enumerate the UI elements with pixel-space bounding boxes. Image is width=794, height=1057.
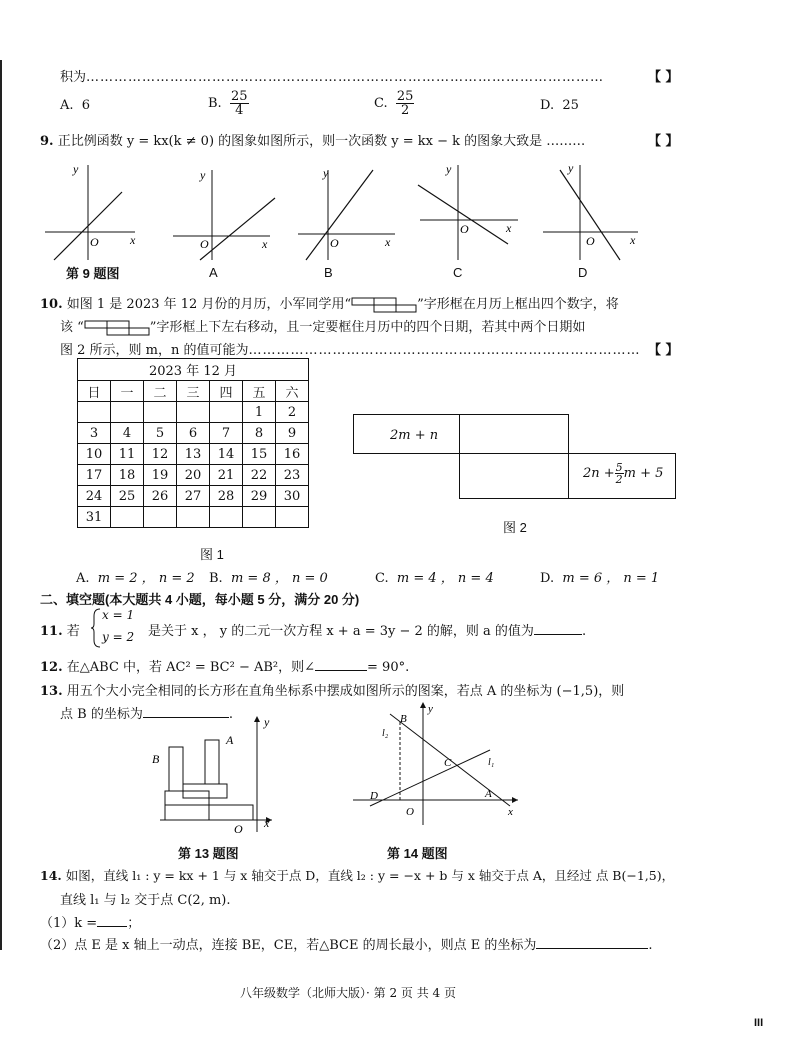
calendar-cell: 21 [210, 465, 243, 486]
q9-g0-y-label: y [73, 162, 79, 176]
q9-ga-y-label: y [200, 168, 206, 182]
section-2-title: 二、填空题(本大题共 4 小题，每小题 5 分，满分 20 分) [40, 592, 360, 607]
q9-gb-y-label: y [323, 166, 329, 180]
q10-line1: 10. 如图 1 是 2023 年 12 月份的月历，小军同学用“ ”字形框在月历上框出四个数字，将 [40, 297, 619, 312]
q9-gc-y-label: y [446, 162, 452, 176]
q8-option-a: A. 6 [60, 98, 91, 113]
calendar-header: 日 [78, 381, 111, 402]
q9-graphs [40, 160, 700, 280]
q10-bracket: 【 】 [648, 343, 679, 358]
q11-text: 是关于 x ， y 的二元一次方程 x + a = 3y − 2 的解，则 a 的值为 . [148, 624, 587, 639]
q13-label-x: x [264, 816, 270, 830]
calendar-cell [276, 507, 309, 528]
q14-label-d: D [370, 790, 378, 802]
q10-frame-icon [351, 297, 417, 313]
q9-graph-reference [45, 162, 136, 260]
calendar-cell: 14 [210, 444, 243, 465]
q10-fig2-box1 [353, 414, 460, 454]
calendar-cell [144, 507, 177, 528]
calendar-header: 四 [210, 381, 243, 402]
calendar-cell: 19 [144, 465, 177, 486]
calendar-cell: 9 [276, 423, 309, 444]
calendar-cell [111, 507, 144, 528]
q10-fig2-cell1: 2m + n [390, 428, 439, 443]
q11-eq2: y = 2 [102, 630, 135, 644]
calendar-cell: 22 [243, 465, 276, 486]
q10-option-a: A. m = 2 ， n = 2 [76, 571, 195, 586]
calendar-cell: 8 [243, 423, 276, 444]
q9-caption-b: B [324, 265, 333, 280]
q9-graph-c [418, 162, 518, 260]
calendar-cell: 17 [78, 465, 111, 486]
calendar-header: 二 [144, 381, 177, 402]
q14-figure [348, 700, 528, 830]
calendar-cell: 31 [78, 507, 111, 528]
calendar-title: 2023 年 12 月 [78, 359, 309, 381]
q10-fig2-box3 [459, 453, 569, 499]
q10-frame-icon-2 [84, 320, 150, 336]
q9-bracket: 【 】 [648, 134, 679, 149]
calendar-cell: 23 [276, 465, 309, 486]
calendar-cell [243, 507, 276, 528]
q11-answer-blank[interactable] [534, 622, 582, 635]
q9-caption-a: A [209, 265, 218, 280]
calendar-cell [78, 402, 111, 423]
q14-label-c: C [444, 757, 452, 769]
q10-fig2-caption: 图 2 [503, 520, 527, 535]
q12: 12. 在△ABC 中，若 AC² = BC² − AB²，则∠ = 90°. [40, 660, 410, 675]
calendar-cell: 16 [276, 444, 309, 465]
q10-option-b: B. m = 8 ， n = 0 [209, 571, 328, 586]
q8-tail: 积为………………………………………………………………………………………………… [60, 70, 605, 85]
q9-g0-o-label: O [90, 235, 99, 249]
q10-calendar [77, 358, 309, 528]
calendar-cell: 20 [177, 465, 210, 486]
q13-line2: 点 B 的坐标为 . [60, 707, 233, 722]
q14-label-b: B [400, 713, 407, 725]
q9-ga-x-label: x [262, 237, 268, 251]
q14-line1: 14. 如图，直线 l₁ : y = kx + 1 与 x 轴交于点 D，直线 l₂ : y = −x + b 与 x 轴交于点 A，且经过 点 B(−1,5)， [40, 868, 675, 883]
q14-label-l1: l₁ [488, 757, 495, 768]
calendar-cell: 10 [78, 444, 111, 465]
calendar-cell: 1 [243, 402, 276, 423]
q14-part2: （2）点 E 是 x 轴上一动点，连接 BE，CE，若△BCE 的周长最小，则点 E 的坐标为 . [40, 938, 653, 953]
calendar-cell [177, 507, 210, 528]
q9-gb-x-label: x [385, 235, 391, 249]
q13-label-y: y [264, 715, 270, 729]
calendar-cell: 15 [243, 444, 276, 465]
q9-gc-o-label: O [460, 222, 469, 236]
q10-fig2-box4 [568, 453, 676, 499]
calendar-cell: 4 [111, 423, 144, 444]
calendar-cell: 25 [111, 486, 144, 507]
q11-num: 11. 若 [40, 624, 80, 639]
q8-option-b: B. $\frac{25}{4}$ [208, 89, 248, 118]
q9-gd-o-label: O [586, 234, 595, 248]
calendar-cell: 30 [276, 486, 309, 507]
q9-gd-x-label: x [630, 233, 636, 247]
q10-line2: 该 “ ”字形框上下左右移动，且一定要框住月历中的四个日期，若其中两个日期如 [60, 320, 586, 335]
calendar-header: 五 [243, 381, 276, 402]
calendar-header: 三 [177, 381, 210, 402]
q14-caption: 第 14 题图 [387, 846, 448, 861]
calendar-cell: 6 [177, 423, 210, 444]
q10-option-d: D. m = 6 ， n = 1 [540, 571, 660, 586]
calendar-cell [177, 402, 210, 423]
calendar-cell: 3 [78, 423, 111, 444]
q13-figure [140, 712, 290, 837]
corner-mark: III [754, 1017, 764, 1029]
q9-ga-o-label: O [200, 237, 209, 251]
q9-caption-ref: 第 9 题图 [66, 266, 120, 281]
calendar-cell: 7 [210, 423, 243, 444]
q9-graph-b [298, 166, 395, 260]
calendar-cell [111, 402, 144, 423]
q14-line2: 直线 l₁ 与 l₂ 交于点 C(2, m). [60, 893, 231, 908]
calendar-cell [144, 402, 177, 423]
q14-part1: （1）k = ； [40, 916, 141, 931]
q11-eq1: x = 1 [102, 608, 135, 622]
calendar-cell: 24 [78, 486, 111, 507]
calendar-cell: 28 [210, 486, 243, 507]
calendar-cell [210, 507, 243, 528]
q14-k-blank[interactable] [97, 914, 127, 927]
q13-line1: 13. 用五个大小完全相同的长方形在直角坐标系中摆成如图所示的图案，若点 A 的坐标为 (−1,5)，则 [40, 684, 625, 699]
q8-bracket: 【 】 [648, 70, 679, 85]
calendar-cell: 27 [177, 486, 210, 507]
left-margin-bar [0, 60, 2, 950]
q9-gb-o-label: O [330, 236, 339, 250]
q8-option-d: D. 25 [540, 98, 579, 113]
q13-label-a: A [226, 733, 234, 747]
calendar-cell [210, 402, 243, 423]
q14-label-o: O [406, 806, 414, 818]
q9-stem: 9. 正比例函数 y = kx(k ≠ 0) 的图象如图所示，则一次函数 y = kx − k 的图象大致是 ……… [40, 134, 586, 149]
q14-label-a: A [485, 788, 492, 800]
calendar-cell: 12 [144, 444, 177, 465]
q10-option-c: C. m = 4 ， n = 4 [375, 571, 494, 586]
calendar-cell: 18 [111, 465, 144, 486]
page-footer: 八年级数学（北师大版）· 第 2 页 共 4 页 [240, 986, 456, 1000]
q13-label-o: O [234, 822, 243, 836]
q8-option-c: C. $\frac{25}{2}$ [374, 89, 414, 118]
calendar-cell: 2 [276, 402, 309, 423]
q13-caption: 第 13 题图 [178, 846, 239, 861]
calendar-cell: 29 [243, 486, 276, 507]
q9-g0-x-label: x [130, 233, 136, 247]
calendar-cell: 26 [144, 486, 177, 507]
q14-e-blank[interactable] [536, 936, 648, 949]
q9-graph-a [173, 168, 275, 260]
calendar-cell: 13 [177, 444, 210, 465]
q10-line3: 图 2 所示，则 m，n 的值可能为………………………………………………………………………… [60, 343, 641, 358]
q14-label-y: y [428, 703, 433, 715]
calendar-cell: 11 [111, 444, 144, 465]
q10-fig2-box2 [459, 414, 569, 454]
q9-caption-d: D [578, 265, 588, 280]
q9-caption-c: C [453, 265, 463, 280]
q14-label-l2: l₂ [382, 728, 389, 739]
calendar-header: 六 [276, 381, 309, 402]
q12-answer-blank[interactable] [315, 658, 367, 671]
q9-graph-d [543, 161, 638, 260]
q10-fig1-caption: 图 1 [200, 547, 224, 562]
q14-label-x: x [508, 806, 513, 818]
q9-gc-x-label: x [506, 221, 512, 235]
q9-gd-y-label: y [568, 161, 574, 175]
q11-brace [90, 608, 102, 648]
calendar-cell: 5 [144, 423, 177, 444]
q10-fig2-cell2: 2n + $\frac{5}{2}$ m + 5 [583, 461, 664, 486]
q13-label-b: B [152, 752, 160, 766]
calendar-header: 一 [111, 381, 144, 402]
